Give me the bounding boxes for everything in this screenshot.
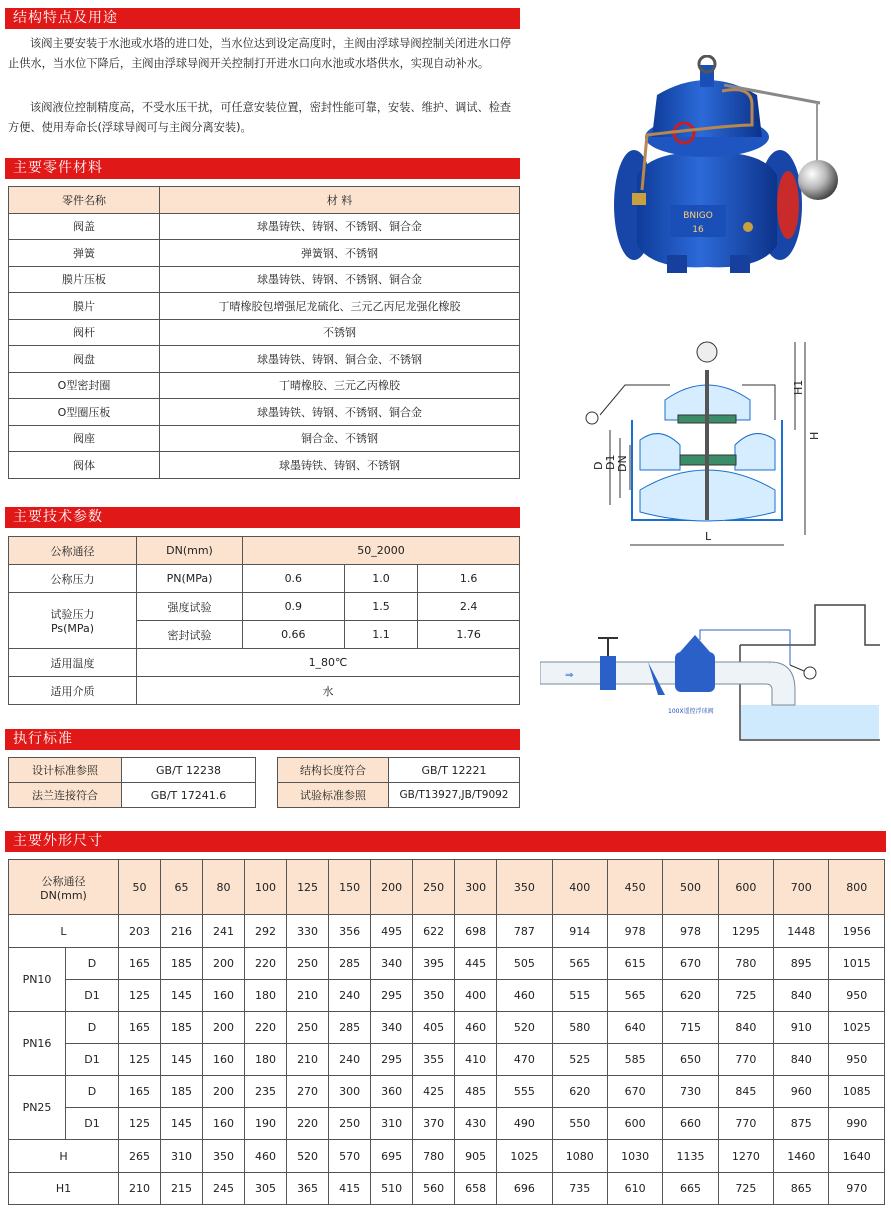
dimension-cell: 735 — [552, 1173, 607, 1205]
dimension-cell: 180 — [245, 980, 287, 1012]
dimension-cell: 640 — [607, 1012, 662, 1044]
dimension-cell: 725 — [718, 1173, 773, 1205]
dimension-cell: 350 — [413, 980, 455, 1012]
materials-row — [9, 213, 520, 240]
materials-title: 主要零件材料 — [13, 160, 103, 176]
dimension-cell: 620 — [663, 980, 718, 1012]
dimensions-row-pn16-d — [9, 1012, 885, 1044]
dimension-cell: 1295 — [718, 915, 773, 948]
dimension-cell: 125 — [119, 980, 161, 1012]
dimension-cell: 145 — [161, 980, 203, 1012]
dimensions-title: 主要外形尺寸 — [13, 833, 103, 849]
dimension-cell: 330 — [287, 915, 329, 948]
tech-test-label — [9, 593, 137, 649]
dimension-cell: 310 — [371, 1108, 413, 1140]
diagram-label-H: H — [808, 431, 821, 440]
tech-strength-value: 2.4 — [418, 593, 520, 621]
dimension-cell: 220 — [245, 948, 287, 980]
dimension-row-label: L — [9, 915, 119, 948]
tech-title: 主要技术参数 — [13, 509, 103, 525]
dimensions-row-pn25-d — [9, 1076, 885, 1108]
dn-header-cell: 200 — [371, 860, 413, 915]
dimension-cell: 356 — [329, 915, 371, 948]
dimension-cell: 600 — [607, 1108, 662, 1140]
dimension-cell: 505 — [497, 948, 552, 980]
standard-value: GB/T13927,JB/T9092 — [389, 783, 520, 808]
installation-drawing — [540, 600, 885, 745]
dimensions-table — [8, 859, 885, 1205]
pressure-class-label: PN25 — [9, 1076, 66, 1140]
tech-temp-label: 适用温度 — [9, 649, 137, 677]
dimension-cell: 460 — [245, 1140, 287, 1173]
dimension-cell: 240 — [329, 980, 371, 1012]
dimension-cell: 410 — [455, 1044, 497, 1076]
diagram-label-L: L — [705, 530, 712, 543]
dimension-cell: 580 — [552, 1012, 607, 1044]
valve-plate-text: BNIGO — [683, 211, 713, 221]
dimension-cell: 658 — [455, 1173, 497, 1205]
dimension-cell: 250 — [287, 948, 329, 980]
dimension-cell: 695 — [371, 1140, 413, 1173]
dimension-cell: 165 — [119, 1012, 161, 1044]
dimension-cell: 865 — [774, 1173, 829, 1205]
dimension-cell: 622 — [413, 915, 455, 948]
diagram-label-DN: DN — [616, 455, 629, 472]
dimension-cell: 400 — [455, 980, 497, 1012]
tech-seal-value: 1.76 — [418, 621, 520, 649]
dimension-cell: 1030 — [607, 1140, 662, 1173]
dimensions-row-pn16-d1 — [9, 1044, 885, 1076]
dimension-cell: 840 — [718, 1012, 773, 1044]
dimension-cell: 875 — [774, 1108, 829, 1140]
dimensions-header-line1: 公称通径 — [41, 874, 86, 888]
tech-pressure-label: 公称压力 — [9, 565, 137, 593]
dimension-cell: 265 — [119, 1140, 161, 1173]
material-part-name: 阀盘 — [9, 346, 160, 373]
dimensions-section-header — [5, 831, 886, 852]
dimension-cell: 145 — [161, 1044, 203, 1076]
tech-seal-value: 0.66 — [243, 621, 345, 649]
dimension-cell: 160 — [203, 1108, 245, 1140]
material-value: 弹簧钢、不锈钢 — [160, 240, 520, 267]
dimension-cell: 160 — [203, 980, 245, 1012]
materials-row — [9, 266, 520, 293]
dimension-cell: 515 — [552, 980, 607, 1012]
tech-strength-label: 强度试验 — [137, 593, 243, 621]
dimension-cell: 570 — [329, 1140, 371, 1173]
dimension-row-label: H1 — [9, 1173, 119, 1205]
dimension-cell: 914 — [552, 915, 607, 948]
dimension-cell: 950 — [829, 980, 885, 1012]
installation-caption: 100X遥控浮球阀 — [668, 708, 714, 715]
tech-pn-value: 0.6 — [243, 565, 345, 593]
dimensions-row-pn10-d — [9, 948, 885, 980]
materials-row — [9, 319, 520, 346]
dimension-cell: 295 — [371, 1044, 413, 1076]
dimension-cell: 770 — [718, 1044, 773, 1076]
dn-header-cell: 600 — [718, 860, 773, 915]
standard-row — [278, 783, 520, 808]
dn-header-cell: 80 — [203, 860, 245, 915]
material-value: 丁晴橡胶、三元乙丙橡胶 — [160, 372, 520, 399]
dn-header-cell: 350 — [497, 860, 552, 915]
dimension-cell: 125 — [119, 1108, 161, 1140]
dimension-cell: 370 — [413, 1108, 455, 1140]
standard-label: 结构长度符合 — [278, 758, 389, 783]
dimension-cell: 555 — [497, 1076, 552, 1108]
dimension-cell: 725 — [718, 980, 773, 1012]
dimension-cell: 215 — [161, 1173, 203, 1205]
dimension-cell: 165 — [119, 1076, 161, 1108]
materials-table — [8, 186, 520, 479]
dn-header-cell: 300 — [455, 860, 497, 915]
material-part-name: 阀盖 — [9, 213, 160, 240]
material-part-name: 阀杆 — [9, 319, 160, 346]
material-value: 球墨铸铁、铸钢、不锈钢 — [160, 452, 520, 479]
dimension-cell: 787 — [497, 915, 552, 948]
dimension-cell: 200 — [203, 1076, 245, 1108]
dimension-cell: 210 — [287, 1044, 329, 1076]
dn-header-cell: 100 — [245, 860, 287, 915]
dimension-row-label: H — [9, 1140, 119, 1173]
dimension-cell: 525 — [552, 1044, 607, 1076]
material-value: 球墨铸铁、铸钢、不锈钢、铜合金 — [160, 399, 520, 426]
materials-header-part: 零件名称 — [9, 187, 160, 214]
valve-plate-pressure: 16 — [692, 225, 704, 235]
material-value: 不锈钢 — [160, 319, 520, 346]
tech-row-pressure — [9, 565, 520, 593]
dimension-cell: 565 — [607, 980, 662, 1012]
tech-test-label-line1: 试验压力 — [50, 608, 95, 621]
standards-title: 执行标准 — [13, 731, 73, 747]
dimension-cell: 235 — [245, 1076, 287, 1108]
pressure-class-label: PN16 — [9, 1012, 66, 1076]
dimension-cell: 840 — [774, 1044, 829, 1076]
dimension-cell: 1270 — [718, 1140, 773, 1173]
tech-dn-range: 50_2000 — [243, 537, 520, 565]
dimension-cell: 460 — [497, 980, 552, 1012]
dimension-cell: 210 — [119, 1173, 161, 1205]
dimensions-row-h — [9, 1140, 885, 1173]
dimensions-header-line2: DN(mm) — [40, 888, 87, 902]
tech-pn-unit: PN(MPa) — [137, 565, 243, 593]
dimension-cell: 565 — [552, 948, 607, 980]
material-part-name: O型密封圈 — [9, 372, 160, 399]
dn-header-cell: 800 — [829, 860, 885, 915]
dimension-cell: 950 — [829, 1044, 885, 1076]
dimension-sub-label: D1 — [66, 1044, 119, 1076]
dimension-sub-label: D1 — [66, 980, 119, 1012]
dimension-cell: 241 — [203, 915, 245, 948]
dimension-cell: 395 — [413, 948, 455, 980]
dn-header-cell: 700 — [774, 860, 829, 915]
dimension-cell: 1135 — [663, 1140, 718, 1173]
dimension-cell: 698 — [455, 915, 497, 948]
materials-row — [9, 399, 520, 426]
tech-pn-value: 1.6 — [418, 565, 520, 593]
dimension-cell: 216 — [161, 915, 203, 948]
dimension-cell: 245 — [203, 1173, 245, 1205]
dimension-cell: 270 — [287, 1076, 329, 1108]
dimension-cell: 1448 — [774, 915, 829, 948]
material-value: 球墨铸铁、铸钢、铜合金、不锈钢 — [160, 346, 520, 373]
dn-header-cell: 65 — [161, 860, 203, 915]
tech-nominal-label: 公称通径 — [9, 537, 137, 565]
flow-arrow-icon: ⇒ — [565, 670, 574, 681]
dimension-cell: 360 — [371, 1076, 413, 1108]
dimension-cell: 970 — [829, 1173, 885, 1205]
dimension-cell: 905 — [455, 1140, 497, 1173]
dn-header-cell: 50 — [119, 860, 161, 915]
materials-row — [9, 372, 520, 399]
tech-row-strength — [9, 593, 520, 621]
dimension-cell: 510 — [371, 1173, 413, 1205]
installation-schematic — [540, 600, 885, 745]
dimension-cell: 715 — [663, 1012, 718, 1044]
dimension-cell: 180 — [245, 1044, 287, 1076]
standard-label: 设计标准参照 — [9, 758, 122, 783]
diagram-label-D1: D1 — [604, 454, 617, 470]
dimension-cell: 780 — [718, 948, 773, 980]
tech-seal-label: 密封试验 — [137, 621, 243, 649]
dimension-cell: 520 — [287, 1140, 329, 1173]
material-value: 球墨铸铁、铸钢、不锈钢、铜合金 — [160, 266, 520, 293]
dimension-cell: 445 — [455, 948, 497, 980]
standards-table-left — [8, 757, 256, 808]
dimension-cell: 185 — [161, 1076, 203, 1108]
dimension-cell: 560 — [413, 1173, 455, 1205]
tech-row-medium — [9, 677, 520, 705]
dimensions-row-pn10-d1 — [9, 980, 885, 1012]
dn-header-cell: 450 — [607, 860, 662, 915]
tech-temp-value: 1_80℃ — [137, 649, 520, 677]
dimension-cell: 990 — [829, 1108, 885, 1140]
dimension-cell: 840 — [774, 980, 829, 1012]
dn-header-cell: 250 — [413, 860, 455, 915]
dimension-cell: 250 — [329, 1108, 371, 1140]
materials-row — [9, 240, 520, 267]
material-part-name: 膜片压板 — [9, 266, 160, 293]
dimensions-row-h1 — [9, 1173, 885, 1205]
dimension-cell: 978 — [607, 915, 662, 948]
dimension-cell: 145 — [161, 1108, 203, 1140]
features-paragraph-2: 该阀液位控制精度高，不受水压干扰，可任意安装位置，密封性能可靠，安装、维护、调试、检查方便、使用寿命长(浮球导阀可与主阀分离安装)。 — [8, 101, 512, 134]
material-part-name: 弹簧 — [9, 240, 160, 267]
dimension-cell: 305 — [245, 1173, 287, 1205]
material-value: 铜合金、不锈钢 — [160, 425, 520, 452]
tech-medium-label: 适用介质 — [9, 677, 137, 705]
dimension-cell: 1015 — [829, 948, 885, 980]
diagram-label-D: D — [592, 461, 605, 470]
dimensions-header-label — [9, 860, 119, 915]
dimension-cell: 960 — [774, 1076, 829, 1108]
dimension-cell: 220 — [245, 1012, 287, 1044]
materials-row — [9, 452, 520, 479]
dn-header-cell: 400 — [552, 860, 607, 915]
dimension-cell: 1460 — [774, 1140, 829, 1173]
dimension-cell: 660 — [663, 1108, 718, 1140]
dimension-cell: 292 — [245, 915, 287, 948]
dimension-cell: 670 — [663, 948, 718, 980]
dimension-cell: 895 — [774, 948, 829, 980]
dimension-cell: 285 — [329, 948, 371, 980]
material-part-name: 膜片 — [9, 293, 160, 320]
tech-table — [8, 536, 520, 705]
tech-test-label-line2: Ps(MPa) — [50, 622, 95, 635]
dn-header-cell: 150 — [329, 860, 371, 915]
dimension-cell: 340 — [371, 948, 413, 980]
dimension-cell: 200 — [203, 1012, 245, 1044]
dimension-sub-label: D1 — [66, 1108, 119, 1140]
dimension-cell: 845 — [718, 1076, 773, 1108]
dimension-cell: 220 — [287, 1108, 329, 1140]
dimension-cell: 165 — [119, 948, 161, 980]
standard-row — [9, 758, 256, 783]
standards-section-header — [5, 729, 520, 750]
dimension-cell: 780 — [413, 1140, 455, 1173]
dimension-cell: 615 — [607, 948, 662, 980]
tech-row-nominal — [9, 537, 520, 565]
valve-dimension-diagram — [570, 330, 830, 555]
dimension-cell: 365 — [287, 1173, 329, 1205]
dimension-cell: 300 — [329, 1076, 371, 1108]
dimension-cell: 520 — [497, 1012, 552, 1044]
dimension-cell: 460 — [455, 1012, 497, 1044]
standard-value: GB/T 12221 — [389, 758, 520, 783]
materials-row — [9, 346, 520, 373]
dimension-cell: 425 — [413, 1076, 455, 1108]
dimension-sub-label: D — [66, 1076, 119, 1108]
materials-header-material: 材 料 — [160, 187, 520, 214]
pressure-class-label: PN10 — [9, 948, 66, 1012]
dimension-cell: 550 — [552, 1108, 607, 1140]
dimension-cell: 1025 — [497, 1140, 552, 1173]
dimension-cell: 470 — [497, 1044, 552, 1076]
dimension-cell: 295 — [371, 980, 413, 1012]
dimension-cell: 340 — [371, 1012, 413, 1044]
dimension-cell: 1080 — [552, 1140, 607, 1173]
dimensions-row-pn25-d1 — [9, 1108, 885, 1140]
standard-value: GB/T 12238 — [122, 758, 256, 783]
dimension-cell: 670 — [607, 1076, 662, 1108]
features-paragraph-1: 该阀主要安装于水池或水塔的进口处，当水位达到设定高度时，主阀由浮球导阀控制关闭进水口停止供水，当水位下降后，主阀由浮球导阀开关控制打开进水口向水池或水塔供水，实现自动补水。 — [8, 37, 512, 70]
dimension-cell: 1956 — [829, 915, 885, 948]
dimension-cell: 910 — [774, 1012, 829, 1044]
tech-strength-value: 1.5 — [344, 593, 418, 621]
dn-header-cell: 500 — [663, 860, 718, 915]
material-part-name: O型圈压板 — [9, 399, 160, 426]
dimension-cell: 1640 — [829, 1140, 885, 1173]
materials-row — [9, 293, 520, 320]
dimension-cell: 210 — [287, 980, 329, 1012]
standard-row — [9, 783, 256, 808]
diagram-label-H1: H1 — [792, 379, 805, 395]
tech-strength-value: 0.9 — [243, 593, 345, 621]
features-title: 结构特点及用途 — [13, 10, 118, 26]
standard-value: GB/T 17241.6 — [122, 783, 256, 808]
dimension-cell: 125 — [119, 1044, 161, 1076]
dimension-cell: 310 — [161, 1140, 203, 1173]
material-value: 丁晴橡胶包增强尼龙硫化、三元乙丙尼龙强化橡胶 — [160, 293, 520, 320]
material-value: 球墨铸铁、铸钢、不锈钢、铜合金 — [160, 213, 520, 240]
dimension-cell: 665 — [663, 1173, 718, 1205]
dimension-cell: 585 — [607, 1044, 662, 1076]
tech-seal-value: 1.1 — [344, 621, 418, 649]
dimension-cell: 405 — [413, 1012, 455, 1044]
dimension-cell: 490 — [497, 1108, 552, 1140]
dimension-sub-label: D — [66, 1012, 119, 1044]
materials-header-row — [9, 187, 520, 214]
dimension-cell: 160 — [203, 1044, 245, 1076]
dimension-cell: 240 — [329, 1044, 371, 1076]
materials-section-header — [5, 158, 520, 179]
dimension-cell: 1025 — [829, 1012, 885, 1044]
dimension-cell: 350 — [203, 1140, 245, 1173]
dn-header-cell: 125 — [287, 860, 329, 915]
dimension-cell: 495 — [371, 915, 413, 948]
material-part-name: 阀体 — [9, 452, 160, 479]
material-part-name: 阀座 — [9, 425, 160, 452]
dimension-cell: 355 — [413, 1044, 455, 1076]
standard-label: 试验标准参照 — [278, 783, 389, 808]
dimension-cell: 185 — [161, 1012, 203, 1044]
dimension-cell: 610 — [607, 1173, 662, 1205]
dimension-cell: 203 — [119, 915, 161, 948]
dimension-cell: 770 — [718, 1108, 773, 1140]
standard-label: 法兰连接符合 — [9, 783, 122, 808]
tech-row-temp — [9, 649, 520, 677]
dimension-cell: 285 — [329, 1012, 371, 1044]
dimensions-header-row — [9, 860, 885, 915]
valve-dimension-drawing — [570, 330, 830, 555]
standard-row — [278, 758, 520, 783]
dimension-cell: 190 — [245, 1108, 287, 1140]
materials-row — [9, 425, 520, 452]
dimension-cell: 696 — [497, 1173, 552, 1205]
dimension-cell: 430 — [455, 1108, 497, 1140]
dimension-cell: 730 — [663, 1076, 718, 1108]
dimension-cell: 650 — [663, 1044, 718, 1076]
dimension-sub-label: D — [66, 948, 119, 980]
dimension-cell: 250 — [287, 1012, 329, 1044]
dimension-cell: 185 — [161, 948, 203, 980]
dimension-cell: 1085 — [829, 1076, 885, 1108]
dimension-cell: 620 — [552, 1076, 607, 1108]
dimensions-row-l — [9, 915, 885, 948]
valve-photo — [612, 55, 852, 280]
dimension-cell: 200 — [203, 948, 245, 980]
tech-section-header — [5, 507, 520, 528]
valve-photo-drawing — [612, 55, 852, 280]
dimension-cell: 978 — [663, 915, 718, 948]
dimension-cell: 485 — [455, 1076, 497, 1108]
features-section-header — [5, 8, 520, 29]
tech-dn-unit: DN(mm) — [137, 537, 243, 565]
dimension-cell: 415 — [329, 1173, 371, 1205]
tech-medium-value: 水 — [137, 677, 520, 705]
standards-table-right — [277, 757, 520, 808]
tech-pn-value: 1.0 — [344, 565, 418, 593]
